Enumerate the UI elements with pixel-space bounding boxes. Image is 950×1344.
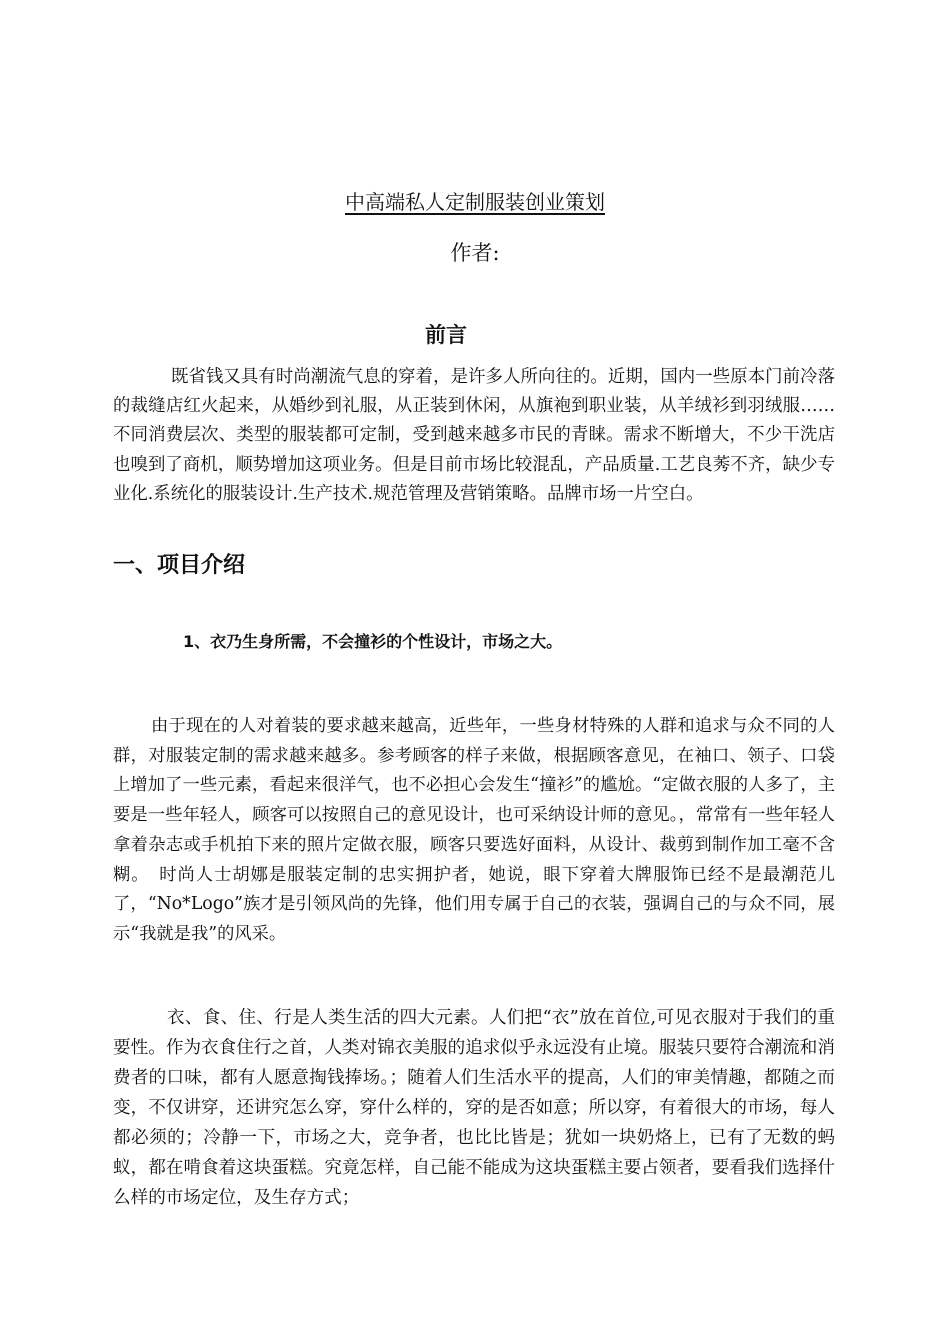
- document-title: 中高端私人定制服装创业策划: [345, 190, 605, 214]
- section-heading-project-intro: 一、项目介绍: [113, 553, 246, 578]
- preface-heading: 前言: [425, 323, 467, 347]
- subsection-heading: 1、衣乃生身所需，不会撞衫的个性设计，市场之大。: [183, 632, 563, 651]
- author-line: 作者:: [450, 241, 500, 265]
- body-paragraph-1: 由于现在的人对着装的要求越来越高，近些年，一些身材特殊的人群和追求与众不同的人群，对服装定制的需求越来越多。参考顾客的样子来做，根据顾客意见，在袖口、领子、口袋上增加了一些元素，看起来很洋气，也不必担心会发生“撞衫”的尴尬。“定做衣服的人多了，主要是一些年轻人，顾客可以按照自己的意见设计，也可采纳设计师的意见。，常常有一些年轻人拿着杂志或手机拍下来的照片定做衣服，顾客只要选好面料，从设计、裁剪到制作加工毫不含糊。 时尚人士胡娜是服装定制的忠实拥护者，她说，眼下穿着大牌服饰已经不是最潮范儿了，“No*Logo”族才是引领风尚的先锋，他们用专属于自己的衣装，强调自己的与众不同，展示“我就是我”的风采。: [113, 716, 835, 944]
- preface-paragraph: 既省钱又具有时尚潮流气息的穿着，是许多人所向往的。近期，国内一些原本门前冷落的裁缝店红火起来，从婚纱到礼服，从正装到休闲，从旗袍到职业装，从羊绒衫到羽绒服……不同消费层次、类型的服装都可定制，受到越来越多市民的青睐。需求不断增大，不少干洗店也嗅到了商机，顺势增加这项业务。但是目前市场比较混乱，产品质量.工艺良莠不齐，缺少专业化.系统化的服装设计.生产技术.规范管理及营销策略。品牌市场一片空白。: [113, 367, 835, 504]
- body-paragraph-2: 衣、食、住、行是人类生活的四大元素。人们把“衣”放在首位,可见衣服对于我们的重要性。作为衣食住行之首，人类对锦衣美服的追求似乎永远没有止境。服装只要符合潮流和消费者的口味，都有人愿意掏钱捧场。；随着人们生活水平的提高，人们的审美情趣，都随之而变，不仅讲穿，还讲究怎么穿，穿什么样的，穿的是否如意；所以穿，有着很大的市场，每人都必须的；冷静一下，市场之大，竞争者，也比比皆是；犹如一块奶烙上，已有了无数的蚂蚁，都在啃食着这块蛋糕。究竟怎样，自己能不能成为这块蛋糕主要占领者，要看我们选择什么样的市场定位，及生存方式；: [113, 1008, 835, 1208]
